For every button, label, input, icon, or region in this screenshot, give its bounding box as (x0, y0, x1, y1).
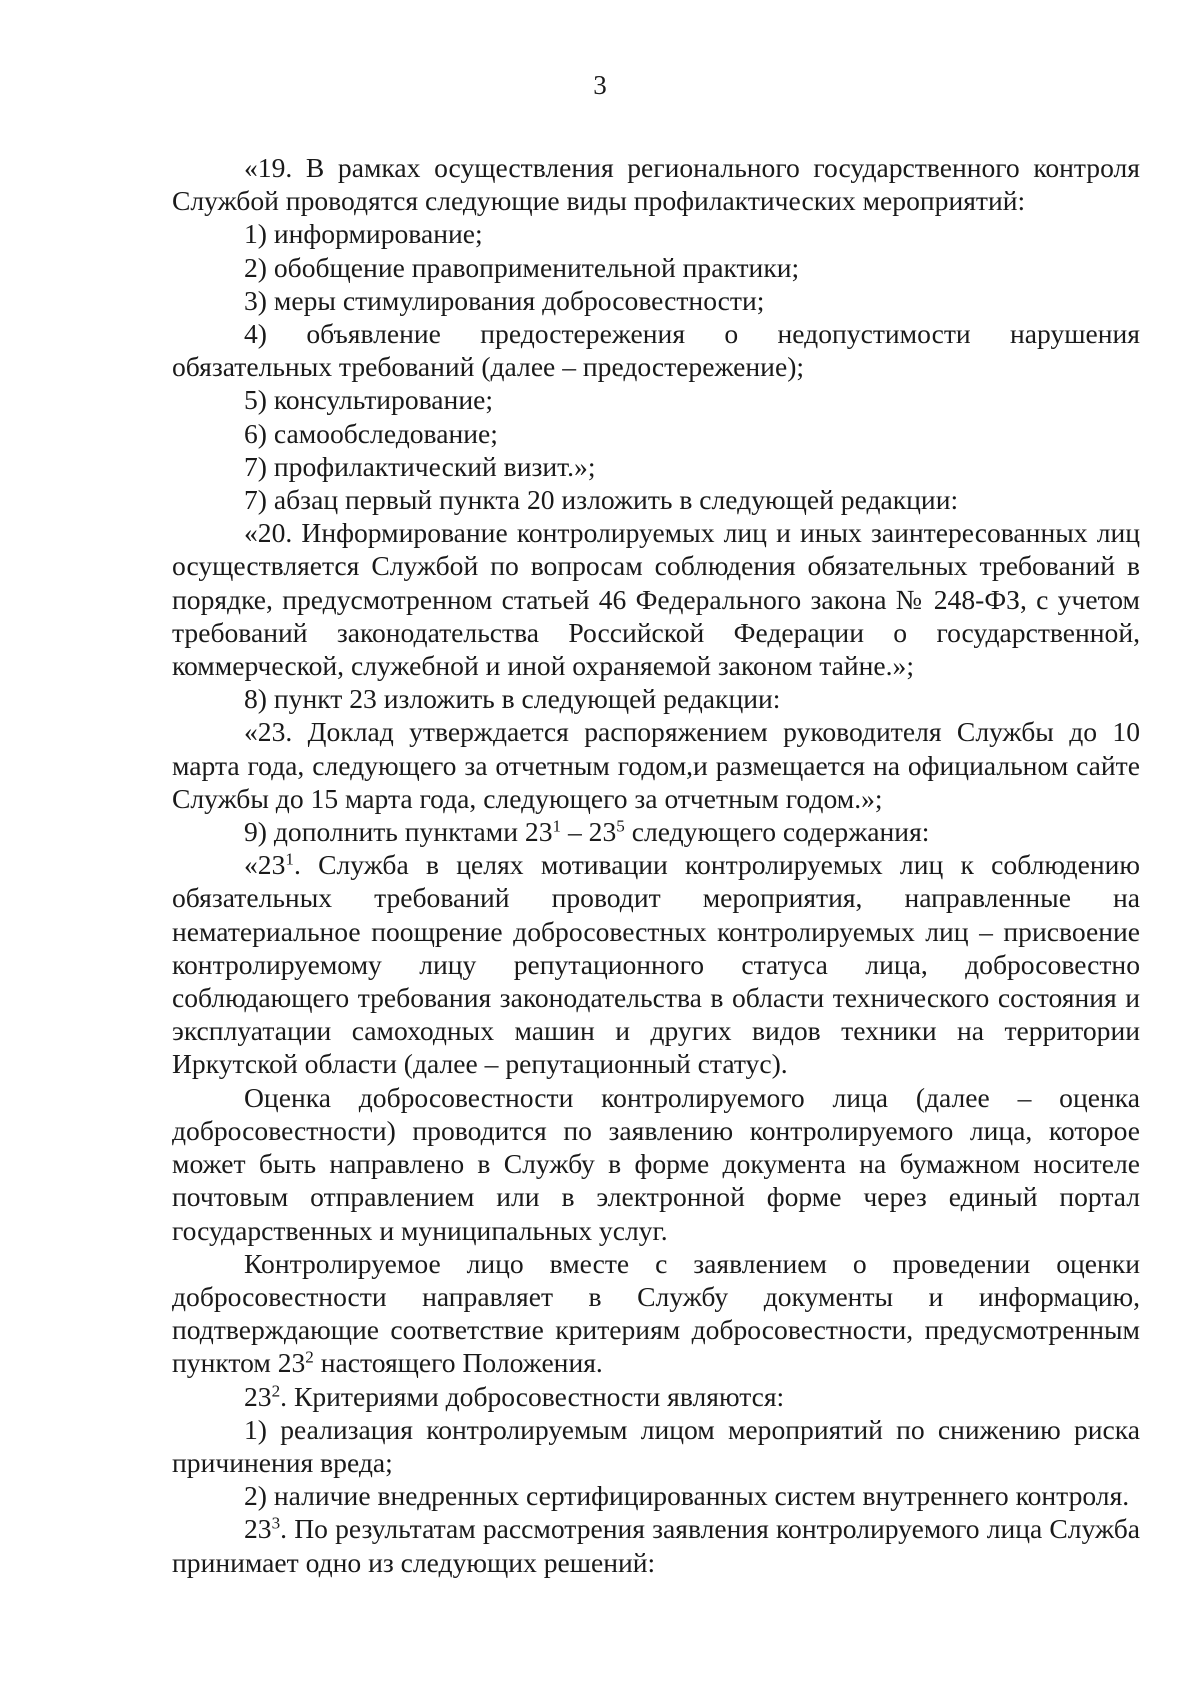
paragraph: «20. Информирование контролируемых лиц и иных заинтересованных лиц осуществляется Службой по вопросам соблюдения обязательных требований в порядке, предусмотренном статьей 46 Федерального закона № 248-ФЗ, с учетом требований законодательства Российской Федерации о государственной, коммерческой, служебной и иной охраняемой законом тайне.»; (172, 517, 1140, 682)
paragraph (172, 848, 1140, 1080)
page-number: 3 (593, 70, 607, 100)
text-run: . Служба в целях мотивации контролируемых лиц к соблюдению обязательных требований проводит мероприятия, направленные на нематериальное поощрение добросовестных контролируемых лиц – присвоение контролируемому лицу репутационного статуса лица, добросовестно соблюдающего требования законодательства в области технического состояния и эксплуатации самоходных машин и других видов техники на территории Иркутской области (далее – репутационный статус). (172, 849, 1140, 1080)
text-run: следующего содержания: (624, 816, 930, 848)
superscript: 5 (616, 816, 625, 836)
paragraph (172, 1247, 1140, 1380)
paragraph: 7) профилактический визит.»; (244, 450, 596, 482)
paragraph (172, 1380, 1140, 1413)
paragraph: 2) обобщение правоприменительной практики; (244, 251, 800, 283)
superscript: 1 (552, 816, 562, 836)
text-run: . Критериями добросовестности являются: (280, 1380, 785, 1412)
paragraph: 7) абзац первый пункта 20 изложить в следующей редакции: (244, 484, 959, 516)
paragraph: «19. В рамках осуществления регионального государственного контроля Службой проводятся следующие виды профилактических мероприятий: (172, 152, 1140, 217)
superscript: 2 (271, 1381, 281, 1401)
paragraph: 8) пункт 23 изложить в следующей редакции: (244, 683, 781, 715)
superscript: 1 (285, 849, 294, 869)
paragraph: Оценка добросовестности контролируемого лица (далее – оценка добросовестности) проводится по заявлению контролируемого лица, которое может быть направлено в Службу в форме документа на бумажном носителе почтовым отправлением или в электронной форме через единый портал государственных и муниципальных услуг. (172, 1081, 1140, 1246)
text-run: Контролируемое лицо вместе с заявлением о проведении оценки добросовестности направляет в Службу документы и информацию, подтверждающие соответствие критериям добросовестности, предусмотренным пунктом 23 (172, 1247, 1140, 1379)
paragraph: 4) объявление предостережения о недопустимости нарушения обязательных требований (далее – предостережение); (172, 318, 1140, 383)
text-run: . По результатам рассмотрения заявления контролируемого лица Служба принимает одно из следующих решений: (172, 1513, 1140, 1578)
text-run: настоящего Положения. (313, 1347, 603, 1379)
text-run: 9) дополнить пунктами 23 (244, 816, 553, 848)
paragraph: 3) меры стимулирования добросовестности; (244, 284, 765, 316)
text-run: 23 (244, 1513, 272, 1545)
superscript: 3 (271, 1513, 281, 1533)
paragraph (172, 815, 1140, 848)
document-body (172, 151, 1140, 1579)
paragraph: 5) консультирование; (244, 384, 494, 416)
paragraph (172, 1512, 1140, 1578)
paragraph: 6) самообследование; (244, 417, 498, 449)
paragraph: 1) реализация контролируемым лицом мероприятий по снижению риска причинения вреда; (172, 1413, 1140, 1478)
paragraph: «23. Доклад утверждается распоряжением руководителя Службы до 10 марта года, следующего за отчетным годом,и размещается на официальном сайте Службы до 15 марта года, следующего за отчетным годом.»; (172, 716, 1140, 814)
paragraph: 1) информирование; (244, 218, 483, 250)
text-run: 23 (244, 1380, 272, 1412)
text-run: – 23 (561, 816, 617, 848)
paragraph: 2) наличие внедренных сертифицированных систем внутреннего контроля. (244, 1480, 1130, 1512)
superscript: 2 (305, 1347, 314, 1367)
text-run: «23 (244, 849, 286, 881)
